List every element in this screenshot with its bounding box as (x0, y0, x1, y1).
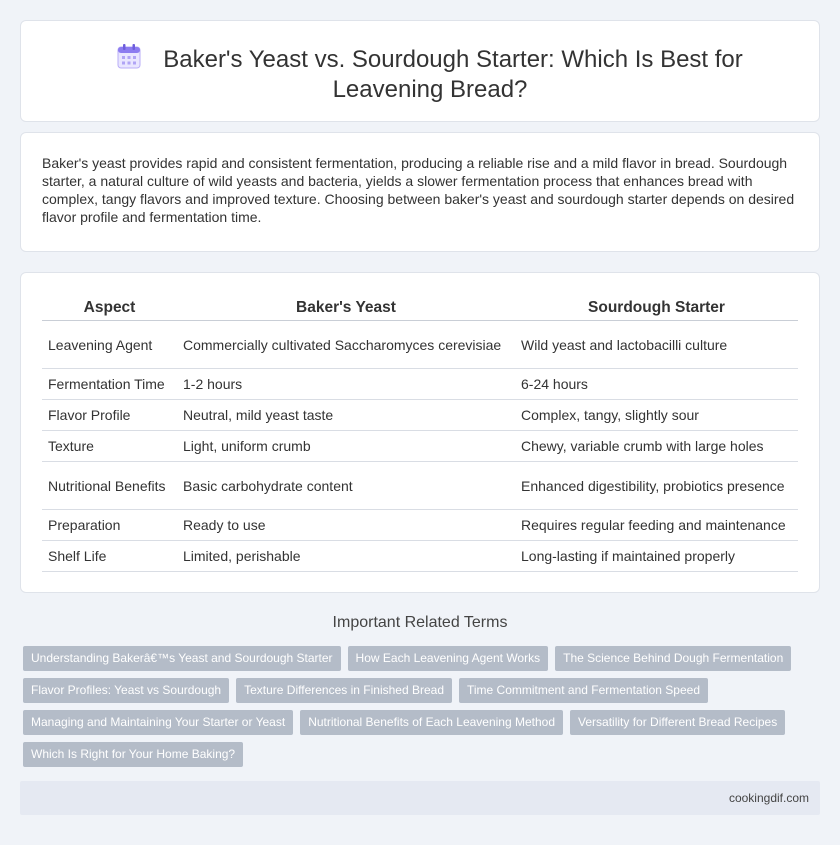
table-cell: Limited, perishable (177, 541, 515, 572)
table-row (42, 400, 798, 431)
related-term-tag[interactable]: Understanding Bakerâ€™s Yeast and Sourdough Starter (23, 646, 341, 671)
related-term-tag[interactable]: Managing and Maintaining Your Starter or Yeast (23, 710, 293, 735)
table-row (42, 431, 798, 462)
related-term-tag[interactable]: Versatility for Different Bread Recipes (570, 710, 785, 735)
table-cell: Long-lasting if maintained properly (515, 541, 798, 572)
table-cell: Texture (42, 431, 177, 462)
table-cell: Leavening Agent (42, 321, 177, 369)
table-cell: Fermentation Time (42, 369, 177, 400)
table-cell: Chewy, variable crumb with large holes (515, 431, 798, 462)
column-header-aspect: Aspect (42, 296, 177, 321)
related-terms-list (23, 646, 803, 774)
page-title: Baker's Yeast vs. Sourdough Starter: Which Is Best for Leavening Bread? (163, 46, 743, 103)
table-row (42, 510, 798, 541)
table-row (42, 541, 798, 572)
related-term-tag[interactable]: The Science Behind Dough Fermentation (555, 646, 791, 671)
table-cell: Commercially cultivated Saccharomyces cerevisiae (177, 321, 515, 369)
table-cell: Wild yeast and lactobacilli culture (515, 321, 798, 369)
table-cell: Preparation (42, 510, 177, 541)
table-cell: 6-24 hours (515, 369, 798, 400)
table-cell: Shelf Life (42, 541, 177, 572)
table-cell: Enhanced digestibility, probiotics presence (515, 462, 798, 510)
related-term-tag[interactable]: Texture Differences in Finished Bread (236, 678, 452, 703)
table-cell: Light, uniform crumb (177, 431, 515, 462)
page-title-wrap (61, 43, 799, 105)
intro-paragraph: Baker's yeast provides rapid and consistent fermentation, producing a reliable rise and a mild flavor in bread. Sourdough starter, a natural culture of wild yeasts and bacteria, yields a slower fermentation process that enhances bread with complex, tangy flavors and improved texture. Choosing between baker's yeast and sourdough starter depends on desired flavor profile and fermentation time. (42, 155, 795, 225)
title-card (20, 20, 820, 122)
table-cell: Flavor Profile (42, 400, 177, 431)
column-header-bakers-yeast: Baker's Yeast (177, 296, 515, 321)
table-row (42, 462, 798, 510)
table-cell: Ready to use (177, 510, 515, 541)
related-term-tag[interactable]: Nutritional Benefits of Each Leavening Method (300, 710, 563, 735)
table-cell: Complex, tangy, slightly sour (515, 400, 798, 431)
table-cell: 1-2 hours (177, 369, 515, 400)
intro-card (20, 132, 820, 252)
table-cell: Nutritional Benefits (42, 462, 177, 510)
related-terms-heading: Important Related Terms (332, 614, 508, 631)
footer-bar (20, 781, 820, 815)
related-term-tag[interactable]: How Each Leavening Agent Works (348, 646, 549, 671)
related-term-tag[interactable]: Time Commitment and Fermentation Speed (459, 678, 708, 703)
table-row (42, 321, 798, 369)
site-name[interactable]: cookingdif.com (728, 791, 809, 805)
comparison-card (20, 272, 820, 593)
comparison-table (42, 296, 798, 572)
table-cell: Neutral, mild yeast taste (177, 400, 515, 431)
calendar-icon (117, 43, 141, 69)
table-cell: Requires regular feeding and maintenance (515, 510, 798, 541)
related-term-tag[interactable]: Flavor Profiles: Yeast vs Sourdough (23, 678, 229, 703)
table-cell: Basic carbohydrate content (177, 462, 515, 510)
table-header-row (42, 296, 798, 321)
column-header-sourdough-starter: Sourdough Starter (515, 296, 798, 321)
table-row (42, 369, 798, 400)
related-term-tag[interactable]: Which Is Right for Your Home Baking? (23, 742, 243, 767)
